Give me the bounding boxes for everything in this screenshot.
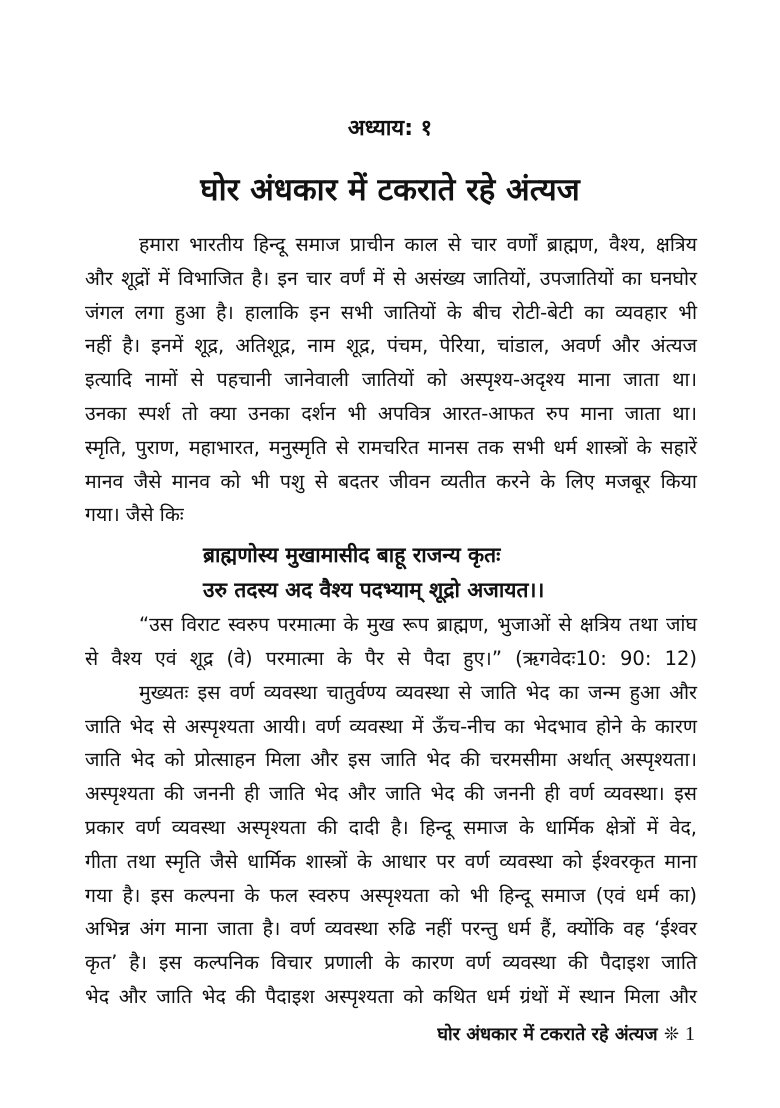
quote-line: से वैश्य एवं शूद्र (वे) परमात्मा के पैर से पैदा हुए।” (ऋगवेदः10: 90: 12) xyxy=(85,646,697,670)
paragraph-line: मानव जैसे मानव को भी पशु से बदतर जीवन व्यतीत करने के लिए मजबूर किया xyxy=(85,469,697,493)
paragraph-line: इत्यादि नामों से पहचानी जानेवाली जातियों को अस्पृश्य-अदृश्य माना जाता था। xyxy=(85,368,697,392)
paragraph-line: उनका स्पर्श तो क्या उनका दर्शन भी अपवित्र आरत-आफत रुप माना जाता था। xyxy=(85,401,697,425)
running-title: घोर अंधकार में टकराते रहे अंत्यज xyxy=(437,1024,658,1045)
paragraph-line: और शूद्रों में विभाजित है। इन चार वर्णं में से असंख्य जातियों, उपजातियों का घनघोर xyxy=(85,266,697,290)
paragraph-line: भेद और जाति भेद की पैदाइश अस्पृश्यता को कथित धर्म ग्रंथों में स्थान मिला और xyxy=(85,984,697,1008)
paragraph-line: गया है। इस कल्पना के फल स्वरुप अस्पृश्यता को भी हिन्दू समाज (एवं धर्म का) xyxy=(85,883,697,907)
paragraph-line: स्मृति, पुराण, महाभारत, मनुस्मृति से रामचरित मानस तक सभी धर्म शास्त्रों के सहारें xyxy=(85,435,697,459)
paragraph-line: जाति भेद से अस्पृश्यता आयी। वर्ण व्यवस्था में ऊँच-नीच का भेदभाव होने के कारण xyxy=(85,714,697,738)
verse-line: ब्राह्मणोस्य मुखामासीद बाहू राजन्य कृतः xyxy=(203,543,501,568)
ornament-icon: ❊ xyxy=(663,1024,679,1045)
paragraph-line: जाति भेद को प्रोत्साहन मिला और इस जाति भेद की चरमसीमा अर्थात् अस्पृश्यता। xyxy=(85,748,697,772)
paragraph-line: प्रकार वर्ण व्यवस्था अस्पृश्यता की दादी है। हिन्दू समाज के धार्मिक क्षेत्रों में वेद, xyxy=(85,815,697,839)
paragraph-line: गया। जैसे किः xyxy=(85,503,184,527)
quote-line: “उस विराट स्वरुप परमात्मा के मुख रूप ब्राह्मण, भुजाओं से क्षत्रिय तथा जांघ xyxy=(139,613,697,637)
body-text xyxy=(85,228,697,1014)
paragraph-line: नहीं है। इनमें शूद्र, अतिशूद्र, नाम शूद्र, पंचम, पेरिया, चांडाल, अवर्ण और अंत्यज xyxy=(85,334,697,358)
paragraph-line: गीता तथा स्मृति जैसे धार्मिक शास्त्रों के आधार पर वर्ण व्यवस्था को ईश्वरकृत माना xyxy=(85,849,697,873)
paragraph-line: कृत’ है। इस कल्पनिक विचार प्रणाली के कारण वर्ण व्यवस्था की पैदाइश जाति xyxy=(85,951,697,975)
paragraph-line: अस्पृश्यता की जननी ही जाति भेद और जाति भेद की जननी ही वर्ण व्यवस्था। इस xyxy=(85,782,697,806)
verse-line: उरु तदस्य अद वैश्य पदभ्याम् शूद्रो अजायत।। xyxy=(203,578,545,603)
paragraph-line: मुख्यतः इस वर्ण व्यवस्था चातुर्वण्य व्यवस्था से जाति भेद का जन्म हुआ और xyxy=(139,680,697,704)
chapter-title: घोर अंधकार में टकराते रहे अंत्यज xyxy=(200,172,580,208)
page-number: 1 xyxy=(685,1023,695,1045)
paragraph-line: अभिन्न अंग माना जाता है। वर्ण व्यवस्था रुढि नहीं परन्तु धर्म हैं, क्योंकि वह ‘ईश्वर xyxy=(85,917,697,941)
page-footer xyxy=(437,1022,695,1046)
paragraph-line: हमारा भारतीय हिन्दू समाज प्राचीन काल से चार वर्णों ब्राह्मण, वैश्य, क्षत्रिय xyxy=(139,233,697,256)
paragraph-line: जंगल लगा हुआ है। हालाकि इन सभी जातियों के बीच रोटी-बेटी का व्यवहार भी xyxy=(85,300,697,324)
chapter-label: अध्याय: १ xyxy=(347,116,433,141)
